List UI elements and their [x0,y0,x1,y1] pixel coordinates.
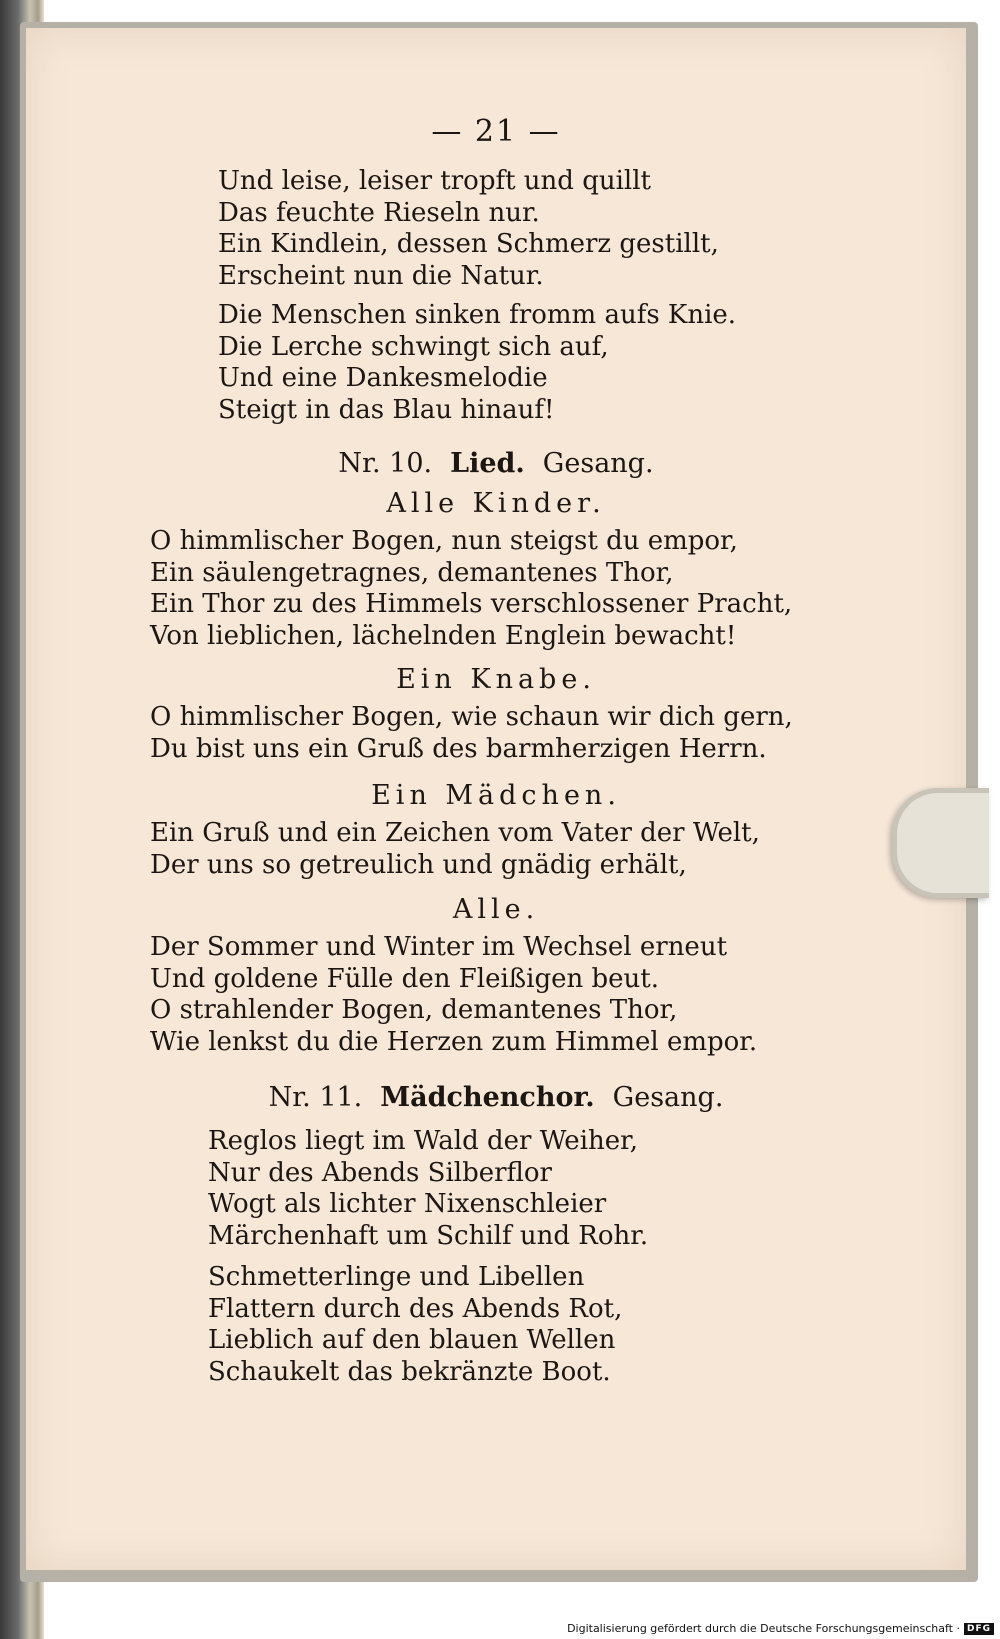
section-type: Gesang. [542,448,654,479]
verse-line: O strahlender Bogen, demantenes Thor, [150,995,678,1025]
verse-line: Schmetterlinge und Libellen [208,1262,585,1292]
verse-line: Nur des Abends Silberflor [208,1157,552,1188]
page-number: — 21 — [431,114,561,149]
verse-alle-kinder [150,526,792,652]
footer-text: Digitalisierung gefördert durch die Deutsche Forschungsgemeinschaft · [567,1622,960,1635]
stanza-2 [218,300,736,426]
verse-line: Märchenhaft um Schilf und Rohr. [208,1220,649,1251]
verse-line: Du bist uns ein Gruß des barmherzigen Herrn. [150,733,767,764]
section-heading-nr11 [26,1082,966,1113]
page-clip [892,788,989,898]
verse-line: O himmlischer Bogen, nun steigst du empor, [150,526,738,556]
verse-alle [150,932,757,1058]
dfg-logo-icon: DFG [964,1623,994,1635]
stanza-4 [208,1262,622,1388]
verse-ein-knabe [150,702,793,765]
section-number: Nr. 11. [268,1082,363,1113]
section-number: Nr. 10. [338,448,433,479]
verse-line: Das feuchte Rieseln nur. [218,197,540,228]
speaker-label: Ein Mädchen. [371,780,621,811]
section-heading-nr10 [26,448,966,479]
speaker-label: Alle Kinder. [386,488,606,519]
verse-ein-maedchen [150,818,760,881]
verse-line: Die Menschen sinken fromm aufs Knie. [218,300,737,330]
verse-line: Ein Thor zu des Himmels verschlossener Pracht, [150,589,793,619]
verse-line: Steigt in das Blau hinauf! [218,394,555,425]
speaker-label: Ein Knabe. [396,664,596,695]
stanza-3 [208,1126,648,1252]
book-page [26,28,966,1570]
stanza-1 [218,166,719,292]
verse-line: Wogt als lichter Nixenschleier [208,1189,607,1219]
section-title: Mädchenchor. [380,1082,595,1113]
verse-line: Flattern durch des Abends Rot, [208,1293,623,1324]
section-type: Gesang. [612,1082,724,1113]
digitization-footer [567,1622,994,1635]
verse-line: Und eine Dankesmelodie [218,363,548,393]
verse-line: Und leise, leiser tropft und quillt [218,166,651,196]
verse-line: Ein säulengetragnes, demantenes Thor, [150,557,674,588]
verse-line: Reglos liegt im Wald der Weiher, [208,1126,638,1156]
verse-line: Und goldene Fülle den Fleißigen beut. [150,963,659,994]
section-title: Lied. [450,448,525,479]
verse-line: Von lieblichen, lächelnden Englein bewacht! [150,620,737,651]
verse-line: Wie lenkst du die Herzen zum Himmel empor. [150,1026,758,1057]
verse-line: Ein Gruß und ein Zeichen vom Vater der Welt, [150,818,760,848]
verse-line: Erscheint nun die Natur. [218,260,544,291]
verse-line: O himmlischer Bogen, wie schaun wir dich gern, [150,702,793,732]
speaker-label: Alle. [452,894,540,925]
verse-line: Der uns so getreulich und gnädig erhält, [150,849,687,880]
verse-line: Der Sommer und Winter im Wechsel erneut [150,932,728,962]
verse-line: Die Lerche schwingt sich auf, [218,331,609,362]
verse-line: Lieblich auf den blauen Wellen [208,1325,616,1355]
verse-line: Schaukelt das bekränzte Boot. [208,1356,611,1387]
verse-line: Ein Kindlein, dessen Schmerz gestillt, [218,229,719,259]
